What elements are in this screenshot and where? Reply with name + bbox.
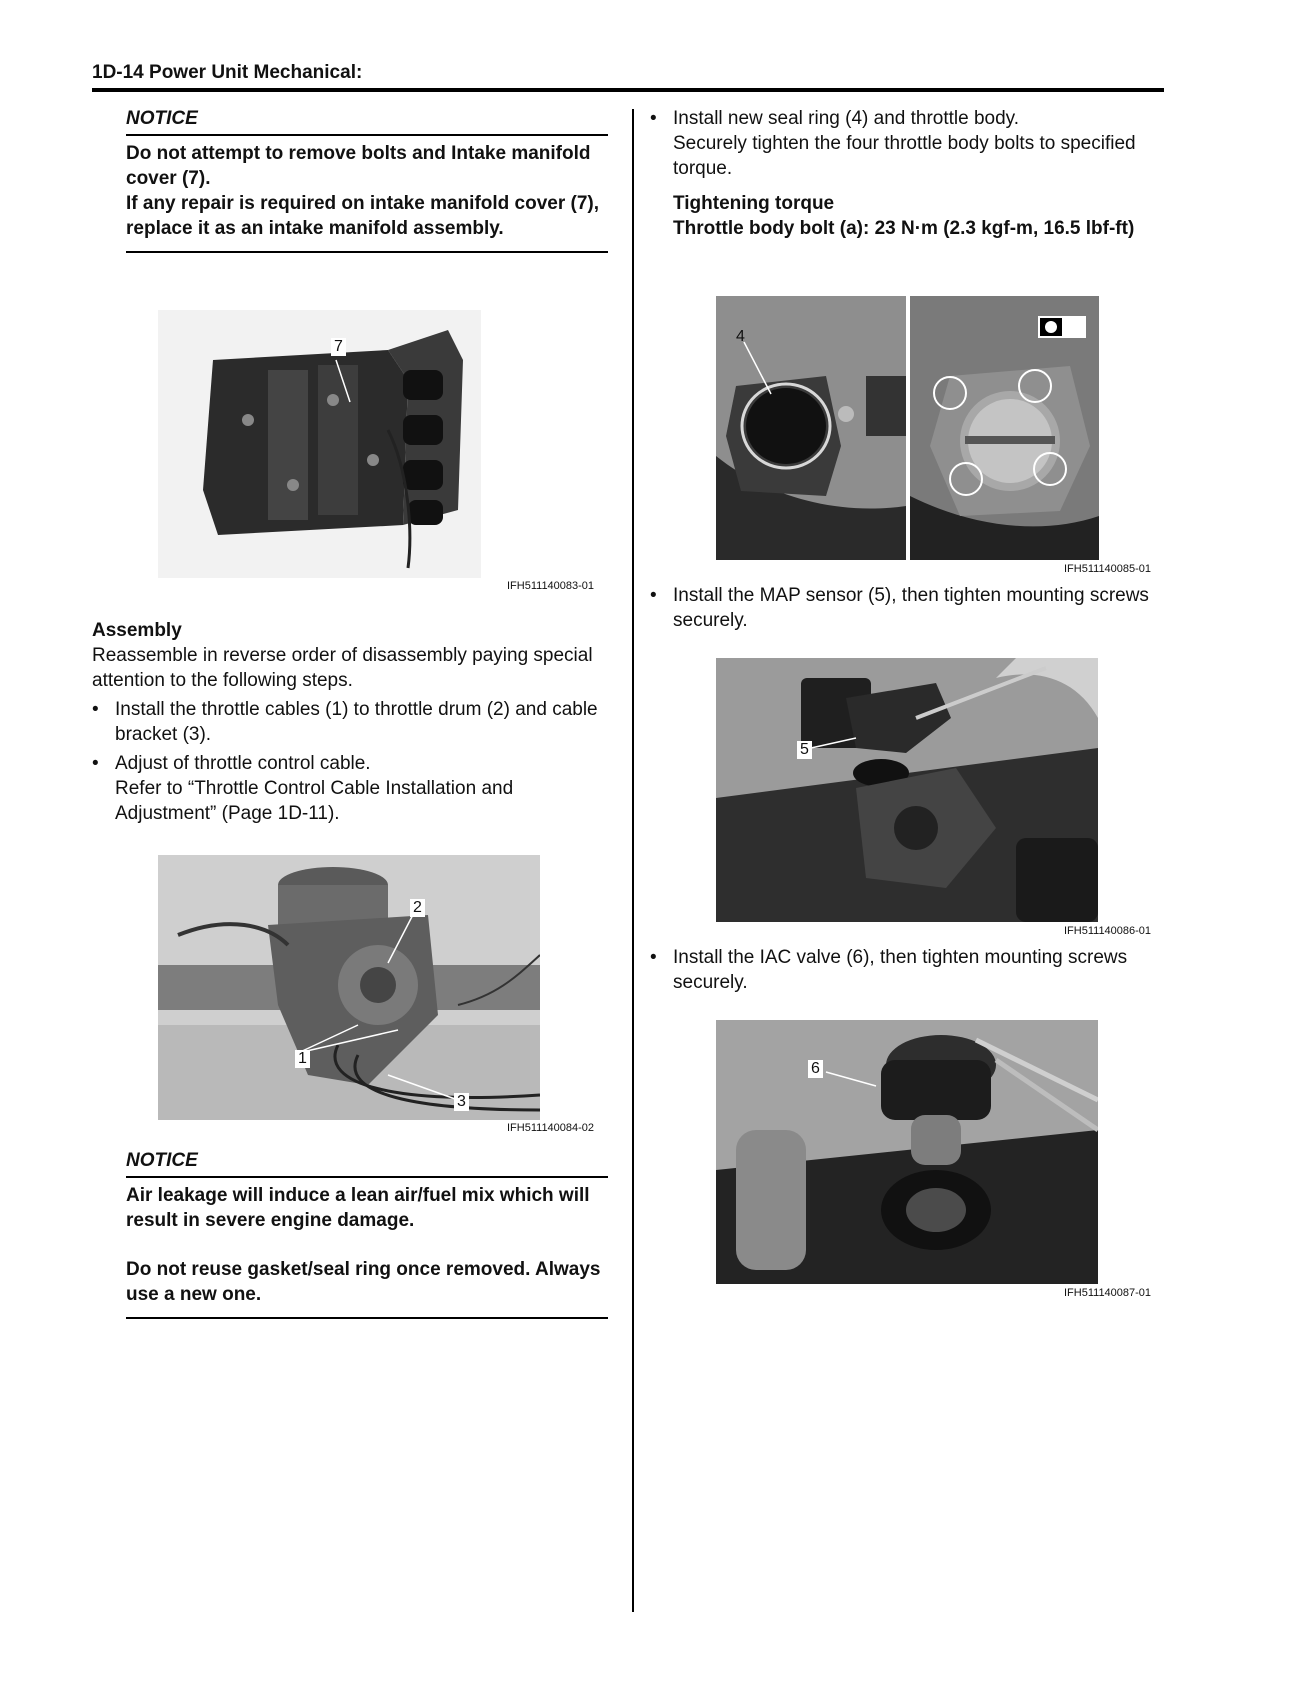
bullet-marker: • — [92, 699, 99, 720]
notice-line: Do not reuse gasket/seal ring once removed. Always use a new one. — [126, 1259, 601, 1305]
list-item — [650, 945, 1165, 995]
list-item — [92, 751, 617, 826]
callout-1: 1 — [295, 1050, 310, 1068]
callout-5: 5 — [797, 741, 812, 759]
list-item-text: Refer to “Throttle Control Cable Installation and Adjustment” (Page 1D-11). — [115, 778, 514, 824]
notice-box-1 — [126, 106, 608, 253]
assembly-heading: Assembly — [92, 620, 182, 641]
notice-rule-bottom — [126, 1317, 608, 1319]
figure-caption: IFH511140084-02 — [507, 1122, 595, 1134]
figure-caption: IFH511140083-01 — [507, 580, 595, 592]
bullet-marker: • — [650, 585, 657, 606]
callout-2: 2 — [410, 899, 425, 917]
list-item — [92, 697, 617, 747]
bullet-marker: • — [650, 108, 657, 129]
throttle-body-bolts-photo — [910, 296, 1099, 560]
install-step-2 — [650, 583, 1165, 633]
figure-caption: IFH511140086-01 — [1064, 925, 1152, 937]
page-header — [92, 60, 1164, 92]
intake-manifold-photo — [158, 310, 481, 578]
notice-title: NOTICE — [126, 108, 198, 129]
bullet-marker: • — [650, 947, 657, 968]
list-item-text: Install new seal ring (4) and throttle body. — [673, 108, 1020, 129]
tool-label: (a) — [1063, 319, 1078, 333]
notice-rule-bottom — [126, 251, 608, 253]
list-item-text: Install the MAP sensor (5), then tighten mounting screws securely. — [673, 585, 1149, 631]
throttle-body-photo — [158, 855, 540, 1120]
install-step-3 — [650, 945, 1165, 995]
assembly-intro: Reassemble in reverse order of disassembly paying special attention to the following steps. — [92, 645, 593, 691]
column-divider — [632, 109, 634, 1612]
install-step-1 — [650, 106, 1165, 241]
notice-box-2 — [126, 1148, 608, 1319]
notice-line: If any repair is required on intake manifold cover (7), replace it as an intake manifold assembly. — [126, 193, 600, 239]
notice-line: Do not attempt to remove bolts and Intake manifold cover (7). — [126, 143, 591, 189]
torque-spec: Throttle body bolt (a): 23 N·m (2.3 kgf-m, 16.5 lbf-ft) — [673, 218, 1135, 239]
callout-6: 6 — [808, 1060, 823, 1078]
list-item — [650, 106, 1165, 241]
notice-line: Air leakage will induce a lean air/fuel mix which will result in severe engine damage. — [126, 1185, 590, 1231]
callout-4: 4 — [736, 328, 745, 345]
callout-3: 3 — [454, 1093, 469, 1111]
figure-caption: IFH511140087-01 — [1064, 1287, 1152, 1299]
map-sensor-photo — [716, 658, 1098, 922]
list-item — [650, 583, 1165, 633]
list-item-text: Adjust of throttle control cable. — [115, 753, 371, 774]
notice-rule-top — [126, 1176, 608, 1178]
notice-rule-top — [126, 134, 608, 136]
torque-heading: Tightening torque — [673, 193, 835, 214]
list-item-text: Securely tighten the four throttle body bolts to specified torque. — [673, 133, 1136, 179]
list-item-text: Install the IAC valve (6), then tighten mounting screws securely. — [673, 947, 1128, 993]
iac-valve-photo — [716, 1020, 1098, 1284]
notice-title: NOTICE — [126, 1150, 198, 1171]
callout-7: 7 — [331, 338, 346, 356]
list-item-text: Install the throttle cables (1) to throttle drum (2) and cable bracket (3). — [115, 699, 598, 745]
figure-caption: IFH511140085-01 — [1064, 563, 1152, 575]
page-header-title: 1D-14 Power Unit Mechanical: — [92, 62, 363, 83]
bullet-marker: • — [92, 753, 99, 774]
assembly-section — [92, 618, 617, 826]
